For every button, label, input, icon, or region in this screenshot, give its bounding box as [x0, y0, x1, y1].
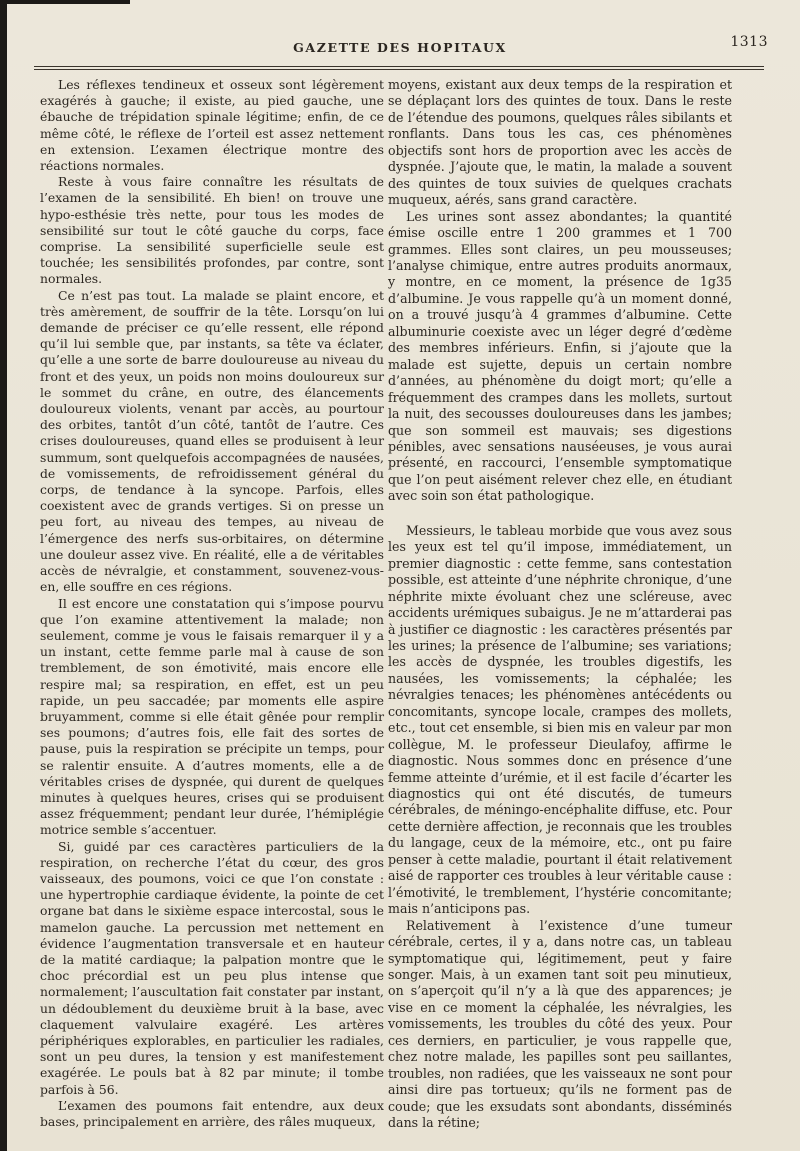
paragraph: Les urines sont assez abondantes; la quantité émise oscille entre 1 200 grammes et 1 700 grammes. Elles sont claires, un peu mousseuses; l’analyse chimique, entre autres produits anormaux, y montre, en ce moment, la présence de 1g35 d’albumine. Je vous rappelle qu’à un moment donné, on a trouvé jusqu’à 4 grammes d’albumine. Cette albuminurie coexiste avec un léger degré d’œdème des membres inférieurs. Enfin, si j’ajoute que la malade est sujette, depuis un certain nombre d’années, au phénomène du doigt mort; qu’elle a fréquemment des crampes dans les mollets, surtout la nuit, des secousses douloureuses dans les jambes; que son sommeil est mauvais; ses digestions pénibles, avec sensations nauséeuses, je vous aurai présenté, en raccourci, l’ensemble symptomatique que l’on peut aisément relever chez elle, en étudiant avec soin son état pathologique.: [388, 208, 732, 504]
paragraph-section-start: Messieurs, le tableau morbide que vous avez sous les yeux est tel qu’il impose, immédiatement, un premier diagnostic : cette femme, sans contestation possible, est atteinte d’une néphrite chronique, d’une néphrite mixte évoluant chez une scléreuse, avec accidents urémiques subaigus. Je ne m’attarderai pas à justifier ce diagnostic : les caractères présentés par les urines; la présence de l’albumine; ses variations; les accès de dyspnée, les troubles digestifs, les nausées, les vomissements; la céphalée; les névralgies tenaces; les phénomènes antécédents ou concomitants, syncope locale, crampes des mollets, etc., tout cet ensemble, si bien mis en valeur par mon collègue, M. le professeur Dieulafoy, affirme le diagnostic. Nous sommes donc en présence d’une femme atteinte d’urémie, et il est facile d’écarter les diagnostics qui ont été discutés, de tumeurs cérébrales, de méningo-encéphalite diffuse, etc. Pour cette dernière affection, je reconnais que les troubles du langage, ceux de la mémoire, etc., ont pu faire penser à cette maladie, pourtant il était relativement aisé de rapporter ces troubles à leur véritable cause : l’émotivité, le tremblement, l’hystérie concomitante; mais n’anticipons pas.: [388, 522, 732, 917]
left-column: [40, 77, 384, 1130]
running-title: GAZETTE DES HOPITAUX: [293, 40, 507, 55]
header-rule-top: [34, 66, 764, 67]
scan-border-top: [0, 0, 130, 4]
paragraph: Reste à vous faire connaître les résultats de l’examen de la sensibilité. Eh bien! on trouve une hypo-esthésie très nette, pour tous les modes de sensibilité sur tout le côté gauche du corps, face comprise. La sensibilité superficielle seule est touchée; les sensibilités profondes, par contre, sont normales.: [40, 174, 384, 287]
paragraph-continued: moyens, existant aux deux temps de la respiration et se déplaçant lors des quintes de toux. Dans le reste de l’étendue des poumons, quelques râles sibilants et ronflants. Dans tous les cas, ces phénomènes objectifs sont hors de proportion avec les accès de dyspnée. J’ajoute que, le matin, la malade a souvent des quintes de toux suivies de quelques crachats muqueux, aérés, sans grand caractère.: [388, 77, 732, 208]
scan-border-left: [0, 0, 7, 1151]
paragraph: Si, guidé par ces caractères particuliers de la respiration, on recherche l’état du cœur, des gros vaisseaux, des poumons, voici ce que l’on constate : une hypertrophie cardiaque évidente, la pointe de cet organe bat dans le sixième espace intercostal, sous le mamelon gauche. La percussion met nettement en évidence l’augmentation transversale et en hauteur de la matité cardiaque; la palpation montre que le choc précordial est un peu plus intense que normalement; l’auscultation fait constater par instant, un dédoublement du deuxième bruit à la base, avec claquement valvulaire exagéré. Les artères périphériques explorables, en particulier les radiales, sont un peu dures, la tension y est manifestement exagérée. Le pouls bat à 82 par minute; il tombe parfois à 56.: [40, 838, 384, 1097]
paragraph: Les réflexes tendineux et osseux sont légèrement exagérés à gauche; il existe, au pied gauche, une ébauche de trépidation spinale légitime; enfin, de ce même côté, le réflexe de l’orteil est assez nettement en extension. L’examen électrique montre des réactions normales.: [40, 77, 384, 174]
paragraph: Ce n’est pas tout. La malade se plaint encore, et très amèrement, de souffrir de la tête. Lorsqu’on lui demande de préciser ce qu’elle ressent, elle répond qu’il lui semble que, par instants, sa tête va éclater, qu’elle a une sorte de barre douloureuse au niveau du front et des yeux, un poids non moins douloureux sur le sommet du crâne, en outre, des élancements douloureux violents, venant par accès, au pourtour des orbites, tantôt d’un côté, tantôt de l’autre. Ces crises douloureuses, quand elles se produisent à leur summum, sont quelquefois accompagnées de nausées, de vomissements, de refroidissement général du corps, de tendance à la syncope. Parfois, elles coexistent avec de grands vertiges. Si on presse un peu fort, au niveau des tempes, au niveau de l’émergence des nerfs sus-orbitaires, on détermine une douleur assez vive. En réalité, elle a de véritables accès de névralgie, et constamment, souvenez-vous-en, elle souffre en ces régions.: [40, 287, 384, 595]
page-number: 1313: [730, 34, 768, 50]
paragraph: Relativement à l’existence d’une tumeur cérébrale, certes, il y a, dans notre cas, un tableau symptomatique qui, légitimement, peut y faire songer. Mais, à un examen tant soit peu minutieux, on s’aperçoit qu’il n’y a là que des apparences; je vise en ce moment la céphalée, les névralgies, les vomissements, les troubles du côté des yeux. Pour ces derniers, en particulier, je vous rappelle que, chez notre malade, les papilles sont peu saillantes, troubles, non radiées, que les vaisseaux ne sont pour ainsi dire pas tortueux; qu’ils ne forment pas de coude; que les exsudats sont abondants, disséminés dans la rétine;: [388, 917, 732, 1131]
paragraph: L’examen des poumons fait entendre, aux deux bases, principalement en arrière, des râles muqueux,: [40, 1097, 384, 1129]
paragraph: Il est encore une constatation qui s’impose pourvu que l’on examine attentivement la malade; non seulement, comme je vous le faisais remarquer il y a un instant, cette femme parle mal à cause de son tremblement, de son émotivité, mais encore elle respire mal; sa respiration, en effet, est un peu rapide, un peu saccadée; par moments elle aspire bruyamment, comme si elle était gênée pour remplir ses poumons; d’autres fois, elle fait des sortes de pause, puis la respiration se précipite un temps, pour se ralentir ensuite. A d’autres moments, elle a de véritables crises de dyspnée, qui durent de quelques minutes à quelques heures, crises qui se produisent assez fréquemment; pendant leur durée, l’hémiplégie motrice semble s’accentuer.: [40, 595, 384, 838]
page-header: [30, 34, 770, 60]
header-rule-bottom: [34, 69, 764, 70]
right-column: [388, 77, 732, 1132]
